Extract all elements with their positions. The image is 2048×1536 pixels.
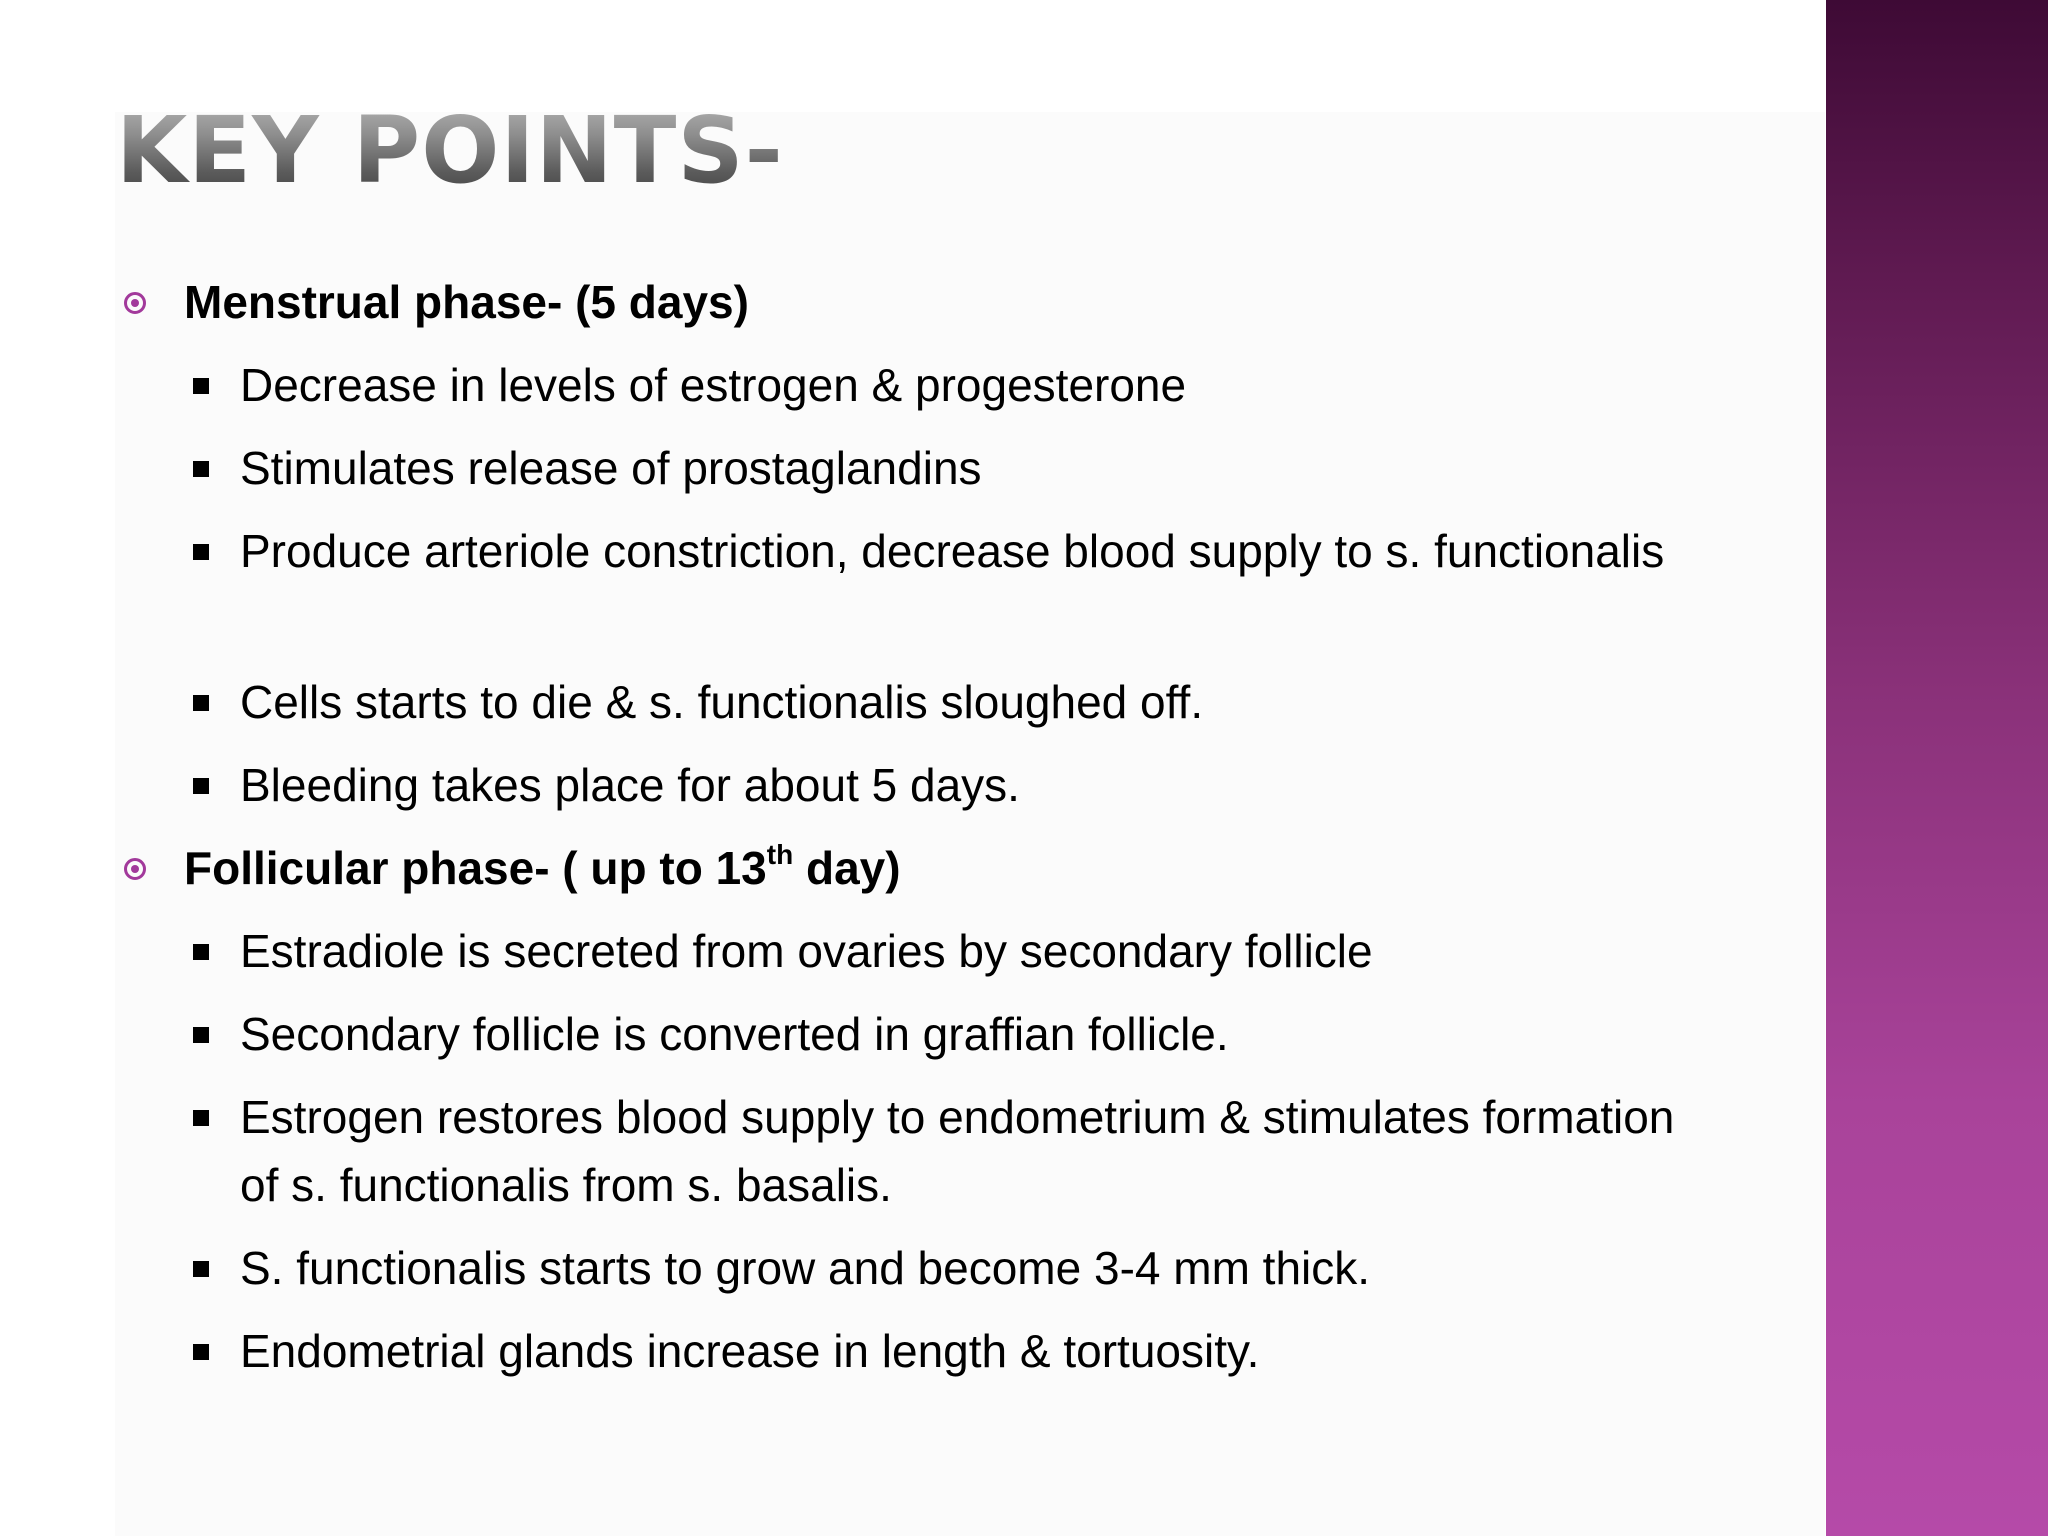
decorative-side-band [1826, 0, 2048, 1536]
section-heading-follicular [184, 834, 901, 902]
section-heading-menstrual: Menstrual phase- (5 days) [184, 276, 749, 328]
square-bullet-icon [193, 544, 209, 560]
list-item: Estradiole is secreted from ovaries by secondary follicle [240, 925, 1373, 977]
square-bullet-icon [193, 695, 209, 711]
square-bullet-icon [193, 1110, 209, 1126]
list-item: Estrogen restores blood supply to endometrium & stimulates formation of s. functionalis from s. basalis. [240, 1091, 1675, 1211]
square-bullet-icon [193, 944, 209, 960]
slide-title-main: KEY POINTS [116, 97, 745, 204]
list-item: Secondary follicle is converted in graffian follicle. [240, 1008, 1229, 1060]
list-item: Cells starts to die & s. functionalis sloughed off. [240, 676, 1204, 728]
square-bullet-icon [193, 378, 209, 394]
list-item: Stimulates release of prostaglandins [240, 442, 982, 494]
square-bullet-icon [193, 1027, 209, 1043]
square-bullet-icon [193, 461, 209, 477]
square-bullet-icon [193, 778, 209, 794]
radio-bullet-icon [124, 858, 146, 880]
heading-text: Follicular phase- ( up to 13 [184, 842, 767, 894]
heading-text: day) [793, 842, 901, 894]
heading-superscript: th [766, 839, 794, 870]
square-bullet-icon [193, 1261, 209, 1277]
square-bullet-icon [193, 1344, 209, 1360]
list-item: S. functionalis starts to grow and become 3-4 mm thick. [240, 1242, 1371, 1294]
slide-title-suffix: - [744, 97, 784, 204]
list-item: Bleeding takes place for about 5 days. [240, 759, 1020, 811]
radio-bullet-icon [124, 292, 146, 314]
list-item: Decrease in levels of estrogen & progesterone [240, 359, 1187, 411]
list-item: Produce arteriole constriction, decrease blood supply to s. functionalis [240, 525, 1665, 577]
list-item: Endometrial glands increase in length & tortuosity. [240, 1325, 1260, 1377]
